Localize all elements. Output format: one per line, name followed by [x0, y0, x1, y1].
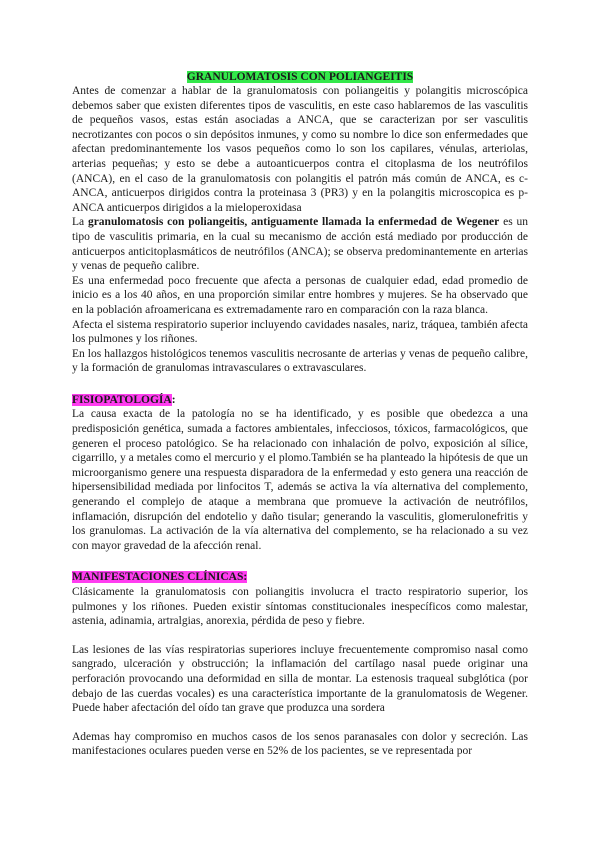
manifestaciones-paragraph-2: Las lesiones de las vías respiratorias superiores incluye frecuentemente compromiso nasal como sangrado, ulceración y obstrucción; la inflamación del cartílago nasal puede originar una perforación provocando una deformidad en silla de montar. La estenosis traqueal subglótica (por debajo de las cuerdas vocales) es una característica importante de la granulomatosis de Wegener. Puede haber afectación del oído tan grave que produzca una sordera — [72, 643, 528, 715]
manifestaciones-heading — [72, 570, 528, 585]
affects-paragraph: Afecta el sistema respiratorio superior incluyendo cavidades nasales, nariz, tráquea, también afecta los pulmones y los riñones. — [72, 318, 528, 346]
definition-paragraph — [72, 215, 528, 273]
page-title — [72, 70, 528, 84]
fisiopatologia-heading — [72, 393, 528, 408]
definition-bold: granulomatosis con poliangeitis, antiguamente llamada la enfermedad de Wegener — [87, 216, 500, 229]
histology-paragraph: En los hallazgos histológicos tenemos vasculitis necrosante de arterias y venas de pequeño calibre, y la formación de granulomas intravasculares o extravasculares. — [72, 347, 528, 375]
manifestaciones-paragraph-1: Clásicamente la granulomatosis con poliangitis involucra el tracto respiratorio superior, los pulmones y los riñones. Pueden existir síntomas constitucionales inespecíficos como malestar, astenia, adinamia, artralgias, anorexia, pérdida de peso y fiebre. — [72, 586, 528, 628]
fisiopatologia-colon: : — [171, 393, 176, 406]
manifestaciones-heading-text: MANIFESTACIONES CLÍNICAS: — [72, 571, 248, 584]
manifestaciones-paragraph-3: Ademas hay compromiso en muchos casos de los senos paranasales con dolor y secreción. Las manifestaciones oculares pueden verse en 52% de los pacientes, se ve representada por — [72, 730, 528, 758]
definition-lead: La — [72, 216, 88, 229]
epidemiology-paragraph: Es una enfermedad poco frecuente que afecta a personas de cualquier edad, edad promedio de inicio es a los 40 años, en una proporción similar entre hombres y mujeres. Se ha observado que en la población afroamericana es extremadamente raro en comparación con la raza blanca. — [72, 274, 528, 316]
title-highlight: GRANULOMATOSIS CON POLIANGEITIS — [186, 71, 414, 83]
fisiopatologia-heading-text: FISIOPATOLOGÍA — [72, 393, 172, 406]
intro-paragraph: Antes de comenzar a hablar de la granulomatosis con poliangeitis y polangitis microscópica debemos saber que existen diferentes tipos de vasculitis, en este caso hablaremos de las vasculitis de pequeños vasos, estas están asociadas a ANCA, que se caracterizan por ser vasculitis necrotizantes con pocos o sin depósitos inmunes, y como su nombre lo dice son enfermedades que afectan predominantemente los vasos pequeños como lo son los capilares, vénulas, arteriolas, arterias pequeñas; y esto se debe a autoanticuerpos contra el citoplasma de los neutrófilos (ANCA), en el caso de la granulomatosis con polangitis el patrón más común de ANCA, es c-ANCA, anticuerpos dirigidos contra la proteinasa 3 (PR3) y en la polangitis microscopica es p-ANCA anticuerpos dirigidos a la mieloperoxidasa — [72, 85, 528, 214]
fisiopatologia-paragraph: La causa exacta de la patología no se ha identificado, y es posible que obedezca a una predisposición genética, sumada a factores ambientales, infecciosos, tóxicos, farmacológicos, que generen el proceso patológico. Se ha relacionado con inhalación de polvo, exposición al sílice, cigarrillo, y a metales como el mercurio y el plomo.También se ha planteado la hipótesis de que un microorganismo genere una respuesta disparadora de la enfermedad y esto genera una reacción de hipersensibilidad mediada por linfocitos T, además se activa la vía alternativa del complemento, generando el complejo de ataque a membrana que promueve la activación de neutrófilos, inflamación, disrupción del endotelio y daño tisular; generando la vasculitis, glomerulonefritis y los granulomas. La activación de la vía alternativa del complemento, se ha relacionado a su vez con mayor gravedad de la afección renal. — [72, 408, 528, 552]
definition-rest: es un tipo de vasculitis primaria, en la cual su mecanismo de acción está mediado por producción de anticuerpos anticitoplasmáticos de neutrófilos (ANCA); se observa predominantemente en arterias y venas de pequeño calibre. — [72, 216, 528, 273]
document-page — [72, 70, 528, 759]
